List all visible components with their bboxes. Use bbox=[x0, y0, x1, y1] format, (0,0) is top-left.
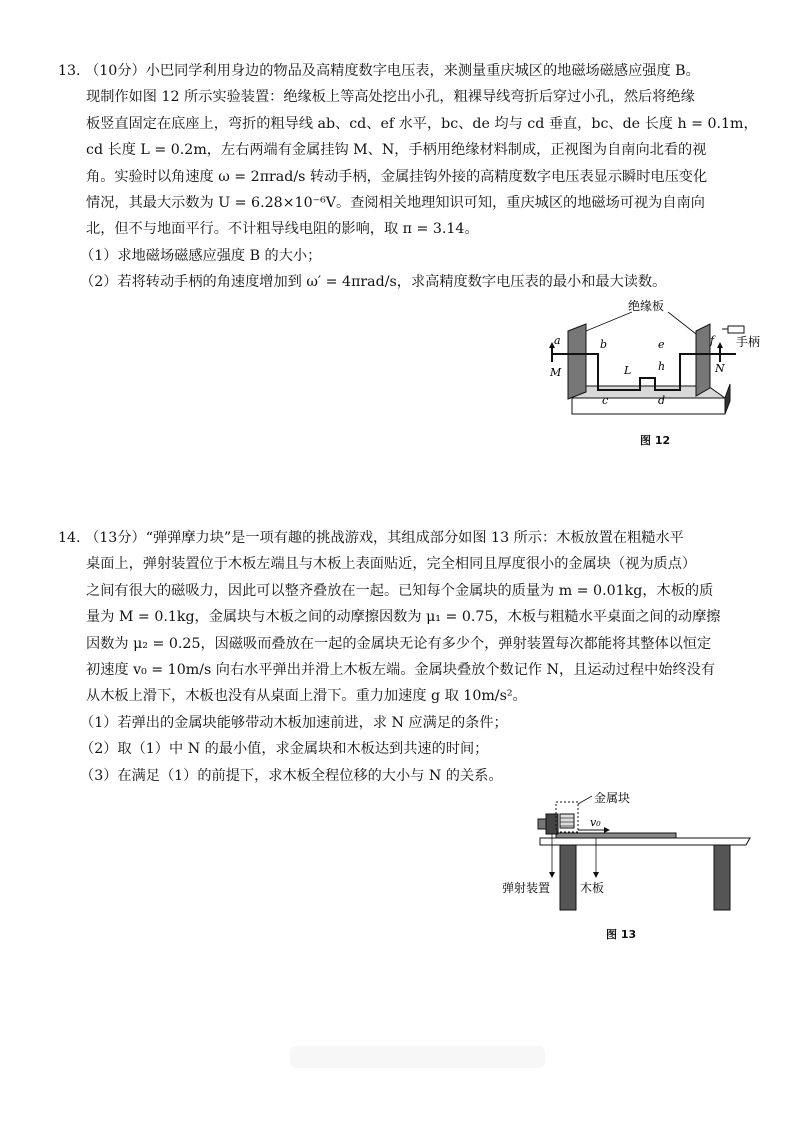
fig12-right-board bbox=[696, 324, 710, 396]
figure-12 bbox=[540, 296, 760, 446]
fig12-base-front bbox=[572, 398, 725, 414]
fig12-base-side bbox=[725, 384, 730, 414]
fig12-caption: 图 12 bbox=[640, 434, 671, 447]
q14-line-6: 初速度 v₀ = 10m/s 向右水平弹出并滑上木板左端。金属块叠放个数记作 N，且运动过程中始终没有 bbox=[86, 662, 716, 679]
q14-line-1: 14. （13分）“弹弹摩力块”是一项有趣的挑战游戏，其组成部分如图 13 所示：木板放置在粗糙水平 bbox=[58, 530, 684, 546]
fig12-point-a: a bbox=[554, 334, 561, 347]
q13-line-3: 板竖直固定在底座上，弯折的粗导线 ab、cd、ef 水平，bc、de 均与 cd 垂直，bc、de 长度 h = 0.1m， bbox=[86, 115, 758, 132]
q14-body bbox=[58, 551, 764, 709]
footer-watermark-area bbox=[290, 1046, 545, 1068]
q14-line-7: 从木板上滑下，木板也没有从桌面上滑下。重力加速度 g 取 10m/s²。 bbox=[86, 688, 527, 705]
q13-line-6: 情况，其最大示数为 U = 6.28×10⁻⁶V。查阅相关地理知识可知，重庆城区的地磁场可视为自南向 bbox=[86, 195, 705, 212]
fig13-leg-right bbox=[714, 845, 730, 910]
fig12-point-b: b bbox=[600, 338, 608, 351]
fig12-point-e: e bbox=[658, 338, 665, 351]
fig12-left-board bbox=[568, 324, 586, 399]
q13-line-4: cd 长度 L = 0.2m，左右两端有金属挂钩 M、N，手柄用绝缘材料制成，正视图为自南向北看的视 bbox=[86, 142, 707, 159]
fig13-label-v0: v₀ bbox=[590, 816, 601, 829]
q13-line-1: 13. （10分）小巴同学利用身边的物品及高精度数字电压表，来测量重庆城区的地磁场磁感应强度 B。 bbox=[58, 63, 700, 79]
fig12-point-d: d bbox=[658, 394, 666, 407]
fig12-point-m: M bbox=[550, 366, 562, 379]
q14-sub-3: （3）在满足（1）的前提下，求木板全程位移的大小与 N 的关系。 bbox=[80, 767, 503, 784]
q14-line-2: 桌面上，弹射装置位于木板左端且与木板上表面贴近，完全相同且厚度很小的金属块（视为质点） bbox=[86, 556, 697, 573]
fig13-caption: 图 13 bbox=[606, 928, 637, 941]
fig12-point-c: c bbox=[602, 394, 609, 407]
question-13 bbox=[58, 58, 764, 296]
fig13-leg-left bbox=[560, 845, 576, 910]
fig12-label-board: 绝缘板 bbox=[628, 299, 665, 313]
fig13-label-block: 金属块 bbox=[594, 792, 631, 805]
fig12-label-handle: 手柄 bbox=[736, 335, 760, 349]
question-14 bbox=[58, 525, 764, 789]
fig13-label-board: 木板 bbox=[580, 881, 605, 895]
q13-body bbox=[58, 84, 764, 242]
fig12-label-l: L bbox=[624, 364, 632, 377]
q13-line-7: 北，但不与地面平行。不计粗导线电阻的影响，取 π = 3.14。 bbox=[86, 221, 479, 238]
q14-line-4: 量为 M = 0.1kg，金属块与木板之间的动摩擦因数为 μ₁ = 0.75，木板与粗糙水平桌面之间的动摩擦 bbox=[86, 609, 721, 626]
fig13-table-top bbox=[540, 838, 750, 845]
fig12-label-h: h bbox=[658, 360, 666, 373]
fig12-hook-n-tip bbox=[717, 342, 723, 348]
q13-sub-1: （1）求地磁场磁感应强度 B 的大小； bbox=[80, 247, 322, 264]
q14-sub-2: （2）取（1）中 N 的最小值，求金属块和木板达到共速的时间； bbox=[80, 741, 489, 758]
q14-sub-1: （1）若弹出的金属块能够带动木板加速前进，求 N 应满足的条件； bbox=[80, 714, 508, 731]
q13-line-2: 现制作如图 12 所示实验装置：绝缘板上等高处挖出小孔，粗裸导线弯折后穿过小孔，然后将绝缘 bbox=[86, 89, 695, 106]
figure-13 bbox=[500, 792, 760, 912]
fig12-point-f: f bbox=[710, 334, 715, 347]
fig12-handle bbox=[728, 326, 744, 333]
fig12-point-n: N bbox=[715, 362, 725, 375]
fig13-label-launcher: 弹射装置 bbox=[502, 881, 551, 895]
q13-line-5: 角。实验时以角速度 ω = 2πrad/s 转动手柄，金属挂钩外接的高精度数字电压表显示瞬时电压变化 bbox=[86, 168, 708, 185]
q14-line-3: 之间有很大的磁吸力，因此可以整齐叠放在一起。已知每个金属块的质量为 m = 0.01kg，木板的质 bbox=[86, 582, 714, 599]
q14-line-5: 因数为 μ₂ = 0.25，因磁吸而叠放在一起的金属块无论有多少个，弹射装置每次都能将其整体以恒定 bbox=[86, 635, 712, 652]
q13-sub-2: （2）若将转动手柄的角速度增加到 ω′ = 4πrad/s，求高精度数字电压表的最小和最大读数。 bbox=[80, 274, 667, 291]
fig13-board bbox=[556, 833, 676, 838]
